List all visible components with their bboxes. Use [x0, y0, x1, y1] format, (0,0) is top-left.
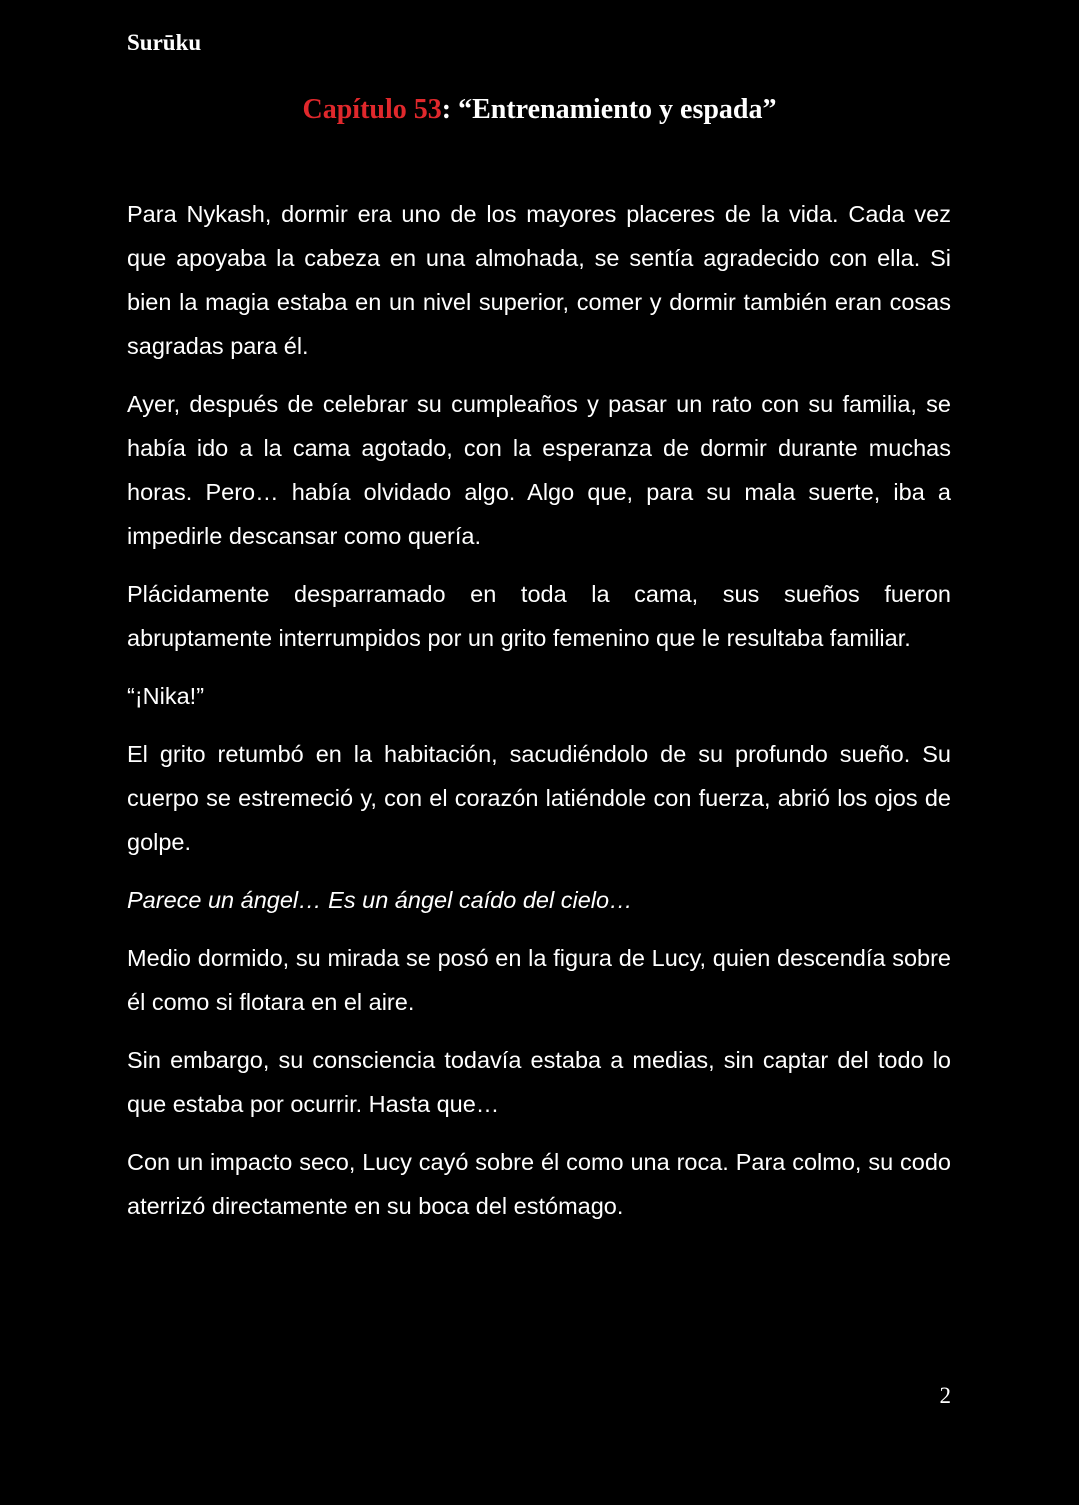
paragraph-4-dialogue: “¡Nika!” [127, 683, 205, 709]
paragraph-5: El grito retumbó en la habitación, sacudiéndolo de su profundo sueño. Su cuerpo se estremeció y, con el corazón latiéndole con fuerza, abrió los ojos de golpe. [127, 741, 951, 855]
paragraph-8: Sin embargo, su consciencia todavía estaba a medias, sin captar del todo lo que estaba por ocurrir. Hasta que… [127, 1047, 951, 1117]
chapter-body [127, 192, 951, 1242]
chapter-title-text: “Entrenamiento y espada” [458, 94, 777, 125]
paragraph-6-thought: Parece un ángel… Es un ángel caído del cielo… [127, 887, 633, 913]
paragraph-2: Ayer, después de celebrar su cumpleaños y pasar un rato con su familia, se había ido a la cama agotado, con la esperanza de dormir durante muchas horas. Pero… había olvidado algo. Algo que, para su mala suerte, iba a impedirle descansar como quería. [127, 391, 951, 549]
paragraph-9: Con un impacto seco, Lucy cayó sobre él como una roca. Para colmo, su codo aterrizó directamente en su boca del estómago. [127, 1149, 951, 1219]
paragraph-3: Plácidamente desparramado en toda la cama, sus sueños fueron abruptamente interrumpidos por un grito femenino que le resultaba familiar. [127, 581, 951, 651]
page-number: 2 [939, 1383, 951, 1408]
chapter-number-label: Capítulo 53 [302, 94, 442, 125]
paragraph-7: Medio dormido, su mirada se posó en la figura de Lucy, quien descendía sobre él como si flotara en el aire. [127, 945, 951, 1015]
paragraph-1: Para Nykash, dormir era uno de los mayores placeres de la vida. Cada vez que apoyaba la cabeza en una almohada, se sentía agradecido con ella. Si bien la magia estaba en un nivel superior, comer y dormir también eran cosas sagradas para él. [127, 201, 951, 359]
running-header: Surūku [127, 30, 202, 55]
chapter-title-separator: : [441, 94, 459, 125]
chapter-heading [0, 94, 1079, 126]
